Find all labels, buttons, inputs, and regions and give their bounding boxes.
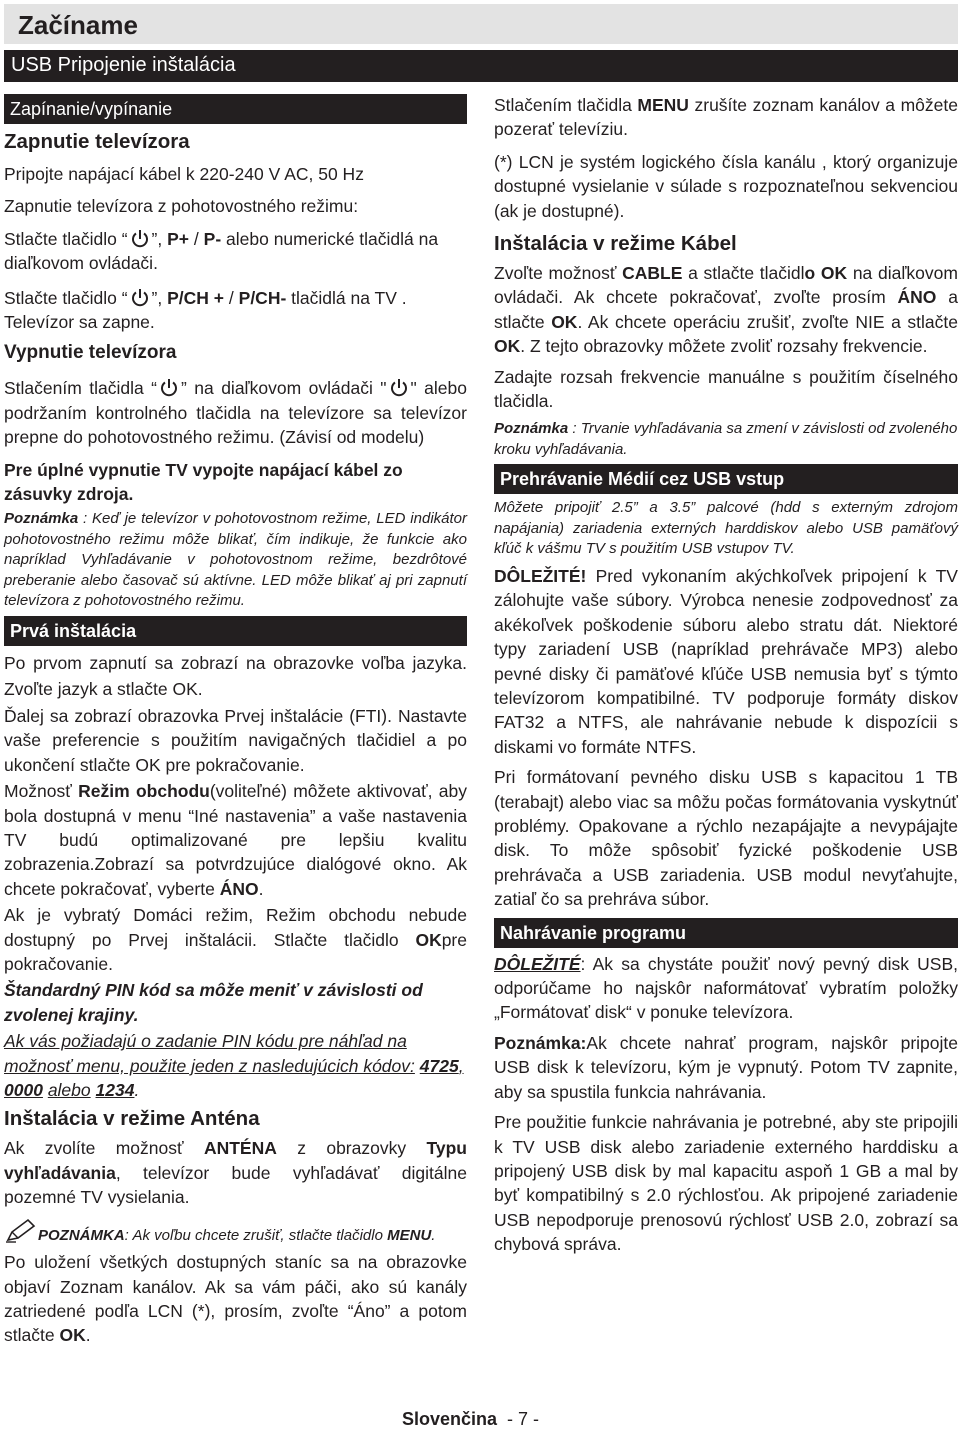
paragraph <box>4 376 467 449</box>
paragraph <box>494 952 958 1025</box>
text: CABLE <box>622 263 683 284</box>
text: Stlačením tlačidla <box>494 95 632 115</box>
paragraph <box>4 779 467 901</box>
text: Typu vyhľadávania <box>4 1138 467 1183</box>
paragraph: (*) LCN je systém logického čísla kanálu , ktorý organizuje dostupné vysielanie v súlade s rozpoznateľnou sekvenciou (ak je dostupné). <box>494 151 958 221</box>
text: . Ak chcete operáciu zrušiť, zvoľte NIE a stlačte <box>577 311 958 332</box>
paragraph <box>494 261 958 359</box>
text: Poznámka: <box>494 1032 587 1053</box>
text: P/CH- <box>238 287 287 308</box>
text: alebo <box>47 1080 91 1101</box>
text: alebo numerické tlačidlá na diaľkovom ovládači. <box>4 228 439 274</box>
text: Po uložení všetkých dostupných staníc sa na obrazovke objaví Zoznam kanálov. Ak sa vám páči, ako sú kanály zatriedené podľa LCN (*), prosím, zvoľte “Áno” a potom stlačte <box>4 1252 467 1346</box>
text: ”, <box>151 287 163 308</box>
power-icon <box>389 378 409 398</box>
text: : Trvanie vyhľadávania sa zmení v závislosti od zvoleného kroku vyhľadávania. <box>494 420 958 458</box>
paragraph <box>4 903 467 976</box>
text: : Keď je televízor v pohotovostnom režime, LED indikátor pohotovostného režimu môže blikať, čím indikuje, že funkcie ako napríklad Vyhľadávanie v pohotovostnom režime, bezdrôtové preberanie alebo časovač sú aktívne. LED môže blikať aj pri zapnutí televízora z pohotovostného režimu. <box>4 510 467 610</box>
power-off-heading: Vypnutie televízora <box>4 342 177 364</box>
text: (voliteľné) môžete aktivovať, aby bola dostupná v menu “Iné nastavenia” a vaše nastavenia TV budú optimalizované pre lepšiu kvalitu zobrazenia.Zobrazí sa potvrdzujúce dialógové okno. Ak chcete pokračovať, vyberte <box>4 781 467 899</box>
paragraph: Ďalej sa zobrazí obrazovka Prvej inštalácie (FTI). Nastavte vaše preferencie s použitím navigačných tlačidiel a po ukončení stlačte OK pre pokračovanie. <box>4 705 467 775</box>
text: Režim obchodu <box>78 781 210 802</box>
note <box>494 419 958 460</box>
page-title: Začíname <box>4 4 958 44</box>
text: DÔLEŽITÉ! <box>494 565 587 586</box>
cable-heading: Inštalácia v režime Kábel <box>494 232 737 256</box>
text: Stlačte tlačidlo “ <box>4 287 128 308</box>
text: Pred vykonaním akýchkoľvek pripojení k TV zálohujte vaše súbory. Výrobca nenesie zodpovednosť za akékoľvek poškodenie súboru alebo stratu dát. Niektoré typy zariadení USB (napríklad prehrávače MP3) alebo pevné disky či pamäťové kľúče USB nemusia byť s týmto televízorom kompatibilné. TV podporuje formáty diskov FAT32 a NTFS, ale nahrávanie nebude k dispozícii s diskami vo formáte NTFS. <box>494 565 958 757</box>
text: . <box>258 878 264 899</box>
text: : Ak sa chystáte použiť nový pevný disk USB, odporúčame ho najskôr naformátovať vybratím položky „Formátovať disk“ v ponuke televízora. <box>494 953 958 1023</box>
pin-code: 4725 <box>419 1055 459 1076</box>
text: na diaľkovom ovládači. Ak chcete pokračovať, zvoľte prosím <box>494 263 958 308</box>
paragraph <box>4 286 467 335</box>
paragraph: Zapnutie televízora z pohotovostného režimu: <box>4 196 359 217</box>
page-footer <box>402 1409 539 1430</box>
text: " alebo podržaním kontrolného tlačidla na televízore sa televízor prepne do pohotovostného režimu. (Závisí od modelu) <box>4 378 467 448</box>
paragraph: Zadajte rozsah frekvencie manuálne s použitím číselného tlačidla. <box>494 366 958 412</box>
text: OK <box>551 311 578 332</box>
text: Ak chcete nahrať program, najskôr pripojte USB disk k televízoru, kým je vypnutý. Potom TV zapnite, aby sa spustila funkcia nahrávania. <box>494 1032 958 1102</box>
onoff-heading: Zapínanie/vypínanie <box>4 94 467 124</box>
pin-code: 0000 <box>4 1080 43 1101</box>
paragraph: Pre použitie funkcie nahrávania je potrebné, aby ste pripojili k TV USB disk alebo zariadenie externého harddisku a pripojený USB disk by mal kapacitu aspoň 1 GB a mal by byť kompatibilný s 2.0 rýchlosťou. Ak pripojené zariadenie USB nepodporuje prenosovú rýchlosť USB 2.0, zobrazí sa chybová správa. <box>494 1112 958 1255</box>
text: OK <box>494 336 521 357</box>
paragraph <box>4 1250 467 1348</box>
text: MENU <box>387 1226 432 1244</box>
text: ”, <box>151 228 163 249</box>
text: , <box>458 1055 464 1076</box>
text: Ak je vybratý Domáci režim, Režim obchodu nebude dostupný po Prvej inštalácii. Stlačte tlačidlo <box>4 905 467 950</box>
power-icon <box>130 288 150 308</box>
paragraph <box>494 1031 958 1104</box>
text: zrušíte zoznam kanálov a môžete pozerať televíziu. <box>494 95 958 140</box>
text: Ak vás požiadajú o zadanie PIN kódu pre náhľad na možnosť menu, použite jeden z nasledujúcich kódov: <box>4 1031 415 1076</box>
text: Zvoľte možnosť <box>494 263 617 284</box>
power-icon <box>159 378 179 398</box>
text: a stlačte <box>494 287 958 332</box>
text: tlačidlá na TV . Televízor sa zapne. <box>4 287 407 333</box>
text: : Ak voľbu chcete zrušiť, stlačte tlačidlo <box>124 1226 383 1244</box>
text: P/CH + <box>167 287 225 308</box>
right-column <box>494 91 958 1259</box>
text: OK <box>59 1325 86 1346</box>
paragraph: Po prvom zapnutí sa zobrazí na obrazovke voľba jazyka. Zvoľte jazyk a stlačte OK. <box>4 652 467 699</box>
paragraph: Pripojte napájací kábel k 220-240 V AC, 50 Hz <box>4 164 364 184</box>
text: P- <box>203 228 222 249</box>
paragraph <box>4 1136 467 1209</box>
paragraph <box>494 93 958 142</box>
pin-code: 1234 <box>95 1080 135 1101</box>
note-label: Poznámka <box>4 510 79 528</box>
text: OK <box>415 929 442 950</box>
text: , televízor bude vyhľadávať digitálne pozemné TV vysielania. <box>4 1162 467 1208</box>
left-column <box>4 94 467 1350</box>
paragraph: Pri formátovaní pevného disku USB s kapacitou 1 TB (terabajt) alebo viac sa môžu počas formátovania vyskytnúť problémy. Opakovane a rýchlo nezapájajte a nevypájajte disk. To môže spôsobiť fyzické poškodenie USB prehrávača a USB zariadenia. USB modul nevyťahujte, zatiaľ čo sa prehráva súbor. <box>494 767 958 910</box>
power-icon <box>130 229 150 249</box>
text: pre pokračovanie. <box>4 929 467 975</box>
text: Možnosť <box>4 781 72 802</box>
paragraph: Pre úplné vypnutie TV vypojte napájací kábel zo zásuvky zdroja. <box>4 459 403 505</box>
page-number: - 7 - <box>507 1409 540 1429</box>
text: ÁNO <box>219 878 259 899</box>
text: . <box>431 1226 436 1244</box>
text: ” na diaľkovom ovládači " <box>181 378 387 399</box>
note <box>4 509 467 612</box>
paragraph: Štandardný PIN kód sa môže meniť v závislosti od zvolenej krajiny. <box>4 980 423 1025</box>
note-label: POZNÁMKA <box>38 1226 125 1244</box>
paragraph <box>494 564 958 759</box>
text: . <box>85 1325 91 1346</box>
text: DÔLEŽITÉ <box>494 953 581 974</box>
note-label: Poznámka <box>494 420 569 438</box>
recording-heading: Nahrávanie programu <box>494 918 958 948</box>
note <box>4 1218 467 1247</box>
text: Stlačte tlačidlo “ <box>4 228 128 249</box>
paragraph <box>4 1029 467 1102</box>
section-heading: USB Pripojenie inštalácia <box>4 50 958 82</box>
text: ÁNO <box>897 287 937 308</box>
footer-language: Slovenčina <box>402 1409 498 1429</box>
text: . <box>134 1080 140 1101</box>
paragraph <box>4 227 467 276</box>
text: a stlačte tlačidl <box>688 263 805 284</box>
text: / <box>193 228 199 249</box>
text: ANTÉNA <box>203 1138 277 1159</box>
text: . Z tejto obrazovky môžete zvoliť rozsahy frekvencie. <box>520 336 928 357</box>
power-on-heading: Zapnutie televízora <box>4 130 190 153</box>
text: P+ <box>167 228 190 249</box>
text: z obrazovky <box>297 1138 407 1159</box>
text: Ak zvolíte možnosť <box>4 1138 184 1159</box>
first-install-heading: Prvá inštalácia <box>4 616 467 646</box>
text: o OK <box>804 263 848 284</box>
text: MENU <box>637 95 689 115</box>
pencil-icon <box>4 1218 38 1244</box>
antenna-heading: Inštalácia v režime Anténa <box>4 1107 260 1131</box>
usb-playback-heading: Prehrávanie Médií cez USB vstup <box>494 464 958 494</box>
text: / <box>228 287 234 308</box>
note: Môžete pripojiť 2.5” a 3.5” palcové (hdd s externým zdrojom napájania) zariadenia externých harddiskov alebo USB pamäťový kľúč k vášmu TV s použitím USB vstupov TV. <box>494 499 958 558</box>
text: Stlačením tlačidla “ <box>4 378 158 399</box>
